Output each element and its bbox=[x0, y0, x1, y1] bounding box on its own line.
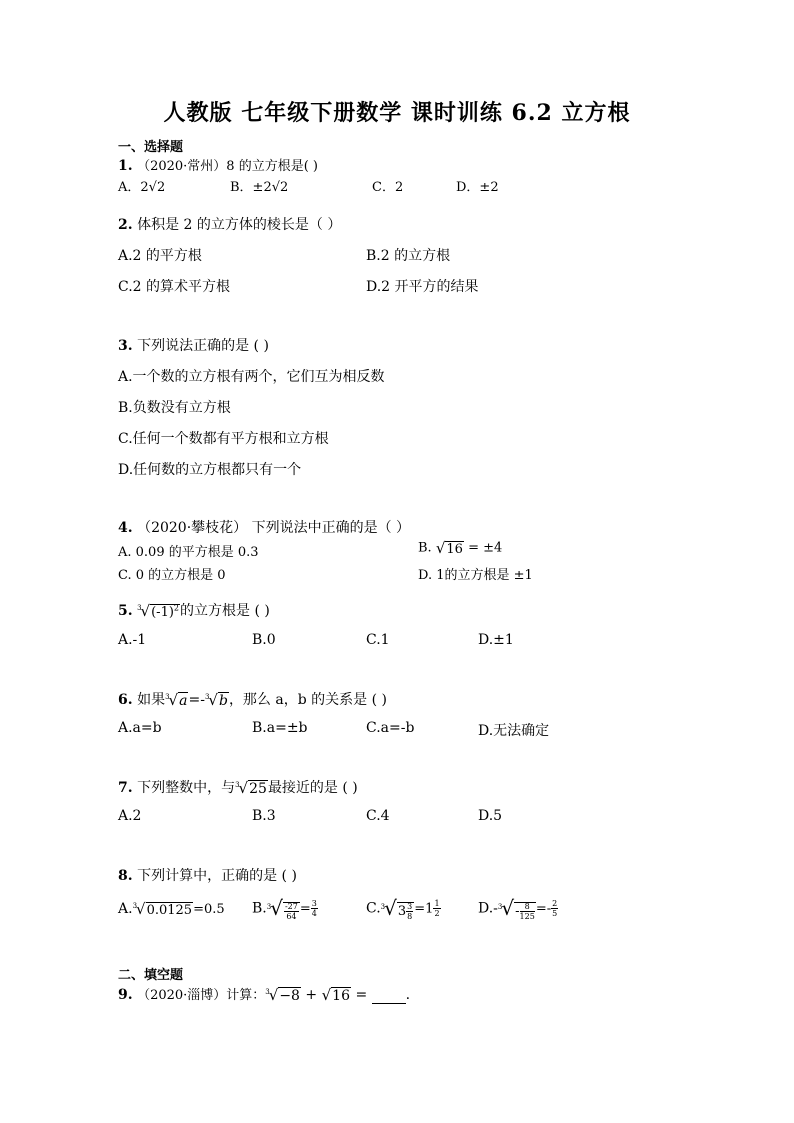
question-7 bbox=[118, 777, 358, 797]
question-1-stem: （2020·常州）8 的立方根是( ) bbox=[137, 159, 318, 174]
q6-option-c: C.a=-b bbox=[366, 720, 415, 736]
q7-option-d: D.5 bbox=[478, 808, 503, 824]
square-root-icon: √16 bbox=[435, 539, 463, 557]
q8-option-a-label: A. bbox=[118, 901, 133, 917]
q5-option-a: A.-1 bbox=[118, 632, 147, 648]
question-8-stem: 下列计算中，正确的是 ( ) bbox=[137, 868, 297, 884]
q8-b-result-fraction bbox=[311, 899, 318, 918]
q4-option-c: C. 0 的立方根是 0 bbox=[118, 568, 226, 583]
q2-option-d: D.2 开平方的结果 bbox=[366, 279, 479, 295]
question-2-number: 2. bbox=[118, 217, 133, 233]
q5-option-d: D.±1 bbox=[478, 632, 514, 648]
cube-root-icon: $^3$√−8 bbox=[265, 986, 300, 1004]
q8-b-denominator: 64 bbox=[286, 911, 297, 921]
q3-option-b: B.负数没有立方根 bbox=[118, 400, 231, 416]
q6-option-d: D.无法确定 bbox=[478, 723, 550, 739]
q8-c-result-denominator: 2 bbox=[434, 908, 440, 918]
question-7-number: 7. bbox=[118, 780, 133, 796]
question-9-number: 9. bbox=[118, 987, 133, 1003]
q8-d-numerator: 8 bbox=[520, 902, 535, 912]
root-index: 3 bbox=[204, 693, 210, 701]
cube-root-icon: $^3$√0.0125 bbox=[132, 900, 193, 918]
question-5 bbox=[118, 600, 270, 620]
root-index: 3 bbox=[165, 693, 170, 701]
q4-option-b-label: B. bbox=[418, 540, 432, 556]
question-3 bbox=[118, 335, 269, 355]
q9-equals: = bbox=[351, 987, 372, 1003]
question-9-stem-pre: （2020·淄博）计算： bbox=[137, 988, 266, 1003]
q9-period: . bbox=[405, 987, 411, 1003]
q9-plus: + bbox=[300, 987, 322, 1003]
root-index: 3 bbox=[380, 903, 386, 911]
q8-c-numerator: 3 bbox=[407, 901, 413, 911]
question-3-stem: 下列说法正确的是 ( ) bbox=[137, 338, 269, 354]
root-index: 3 bbox=[266, 903, 272, 911]
q6-radicand-a: a bbox=[179, 693, 188, 709]
question-4-stem: （2020·攀枝花） 下列说法中正确的是（ ） bbox=[137, 520, 411, 536]
q9-radicand-2: 16 bbox=[332, 988, 350, 1004]
question-8-number: 8. bbox=[118, 868, 133, 884]
q8-c-result-fraction bbox=[433, 899, 440, 918]
cube-root-icon: $^3$√ $\frac{-27}{64}$ bbox=[266, 896, 298, 921]
question-7-stem-rest: 最接近的是 ( ) bbox=[267, 780, 358, 796]
section-fill-heading: 二、填空题 bbox=[118, 968, 184, 983]
root-index: 3 bbox=[132, 902, 138, 910]
square-root-icon: √16 bbox=[321, 986, 350, 1004]
q7-option-c: C.4 bbox=[366, 808, 390, 824]
q5-radicand-exponent: 2 bbox=[173, 603, 180, 613]
q8-c-denominator: 8 bbox=[407, 911, 413, 921]
section-choice-heading: 一、选择题 bbox=[118, 140, 184, 155]
q8-option-b-label: B. bbox=[252, 900, 267, 917]
q7-option-b: B.3 bbox=[252, 808, 276, 824]
q7-radicand: 25 bbox=[249, 781, 267, 797]
question-6 bbox=[118, 689, 387, 709]
q8-a-result: =0.5 bbox=[193, 902, 225, 917]
q5-radicand bbox=[150, 604, 180, 620]
q1-option-d: D．±2 bbox=[456, 180, 499, 195]
q3-option-c: C.任何一个数都有平方根和立方根 bbox=[118, 431, 329, 447]
q4-option-b bbox=[418, 539, 502, 557]
q1-option-a: A．2√2 bbox=[118, 180, 166, 195]
cube-root-icon: $^3$√a bbox=[165, 691, 188, 709]
q3-option-a: A.一个数的立方根有两个，它们互为相反数 bbox=[118, 369, 385, 385]
question-1 bbox=[118, 155, 318, 174]
q6-radicand-b: b bbox=[218, 693, 228, 709]
q6-option-b: B.a=±b bbox=[252, 720, 308, 736]
q4-option-d: D. 1的立方根是 ±1 bbox=[418, 568, 533, 583]
q2-option-b: B.2 的立方根 bbox=[366, 248, 451, 264]
q8-d-equals: =- bbox=[535, 901, 552, 917]
q8-b-result-numerator: 3 bbox=[311, 898, 317, 908]
cube-root-icon: $^3$√3 $\frac{3}{8}$ bbox=[380, 896, 413, 921]
q8-c-fraction bbox=[406, 902, 413, 921]
cube-root-icon: $^3$√(‑1)$^2$ bbox=[137, 602, 180, 620]
q8-d-sign: - bbox=[515, 904, 520, 919]
q8-d-denominator: 125 bbox=[519, 911, 535, 921]
question-8 bbox=[118, 865, 297, 885]
q8-option-c bbox=[366, 896, 441, 921]
q2-option-c: C.2 的算术平方根 bbox=[118, 279, 231, 295]
root-index: 3 bbox=[235, 781, 240, 789]
question-9 bbox=[118, 984, 410, 1004]
q6-equals: =- bbox=[188, 692, 205, 708]
q8-d-result-denominator: 5 bbox=[552, 908, 558, 918]
question-1-number: 1. bbox=[118, 158, 133, 174]
q4-b-result: = ±4 bbox=[463, 540, 503, 556]
q8-option-c-label: C. bbox=[366, 900, 381, 917]
q1-option-c: C．2 bbox=[372, 180, 404, 195]
q9-radicand-1: −8 bbox=[279, 988, 300, 1004]
question-6-stem-pre: 如果 bbox=[137, 692, 166, 708]
q7-option-a: A.2 bbox=[118, 808, 142, 824]
page-title: 人教版 七年级下册数学 课时训练 6.2 立方根 bbox=[163, 100, 631, 126]
q6-option-a: A.a=b bbox=[118, 720, 162, 736]
q8-option-d bbox=[478, 896, 558, 921]
q4-b-radicand: 16 bbox=[446, 542, 463, 557]
question-6-stem-rest: ，那么 a，b 的关系是 ( ) bbox=[228, 692, 387, 708]
q3-option-d: D.任何数的立方根都只有一个 bbox=[118, 462, 302, 478]
q8-a-radicand: 0.0125 bbox=[146, 903, 193, 918]
q8-c-equals: =1 bbox=[414, 901, 434, 917]
question-6-number: 6. bbox=[118, 692, 133, 708]
q8-option-b bbox=[252, 896, 318, 921]
question-5-number: 5. bbox=[118, 603, 133, 619]
q8-option-d-label: D.- bbox=[478, 900, 498, 917]
question-4 bbox=[118, 517, 410, 537]
question-2 bbox=[118, 214, 341, 234]
cube-root-icon: $^3$√- $\frac{8}{125}$ bbox=[497, 896, 535, 921]
q8-b-equals: = bbox=[299, 901, 311, 917]
q5-option-c: C.1 bbox=[366, 632, 390, 648]
q8-d-result-numerator: 2 bbox=[552, 898, 558, 908]
question-2-stem: 体积是 2 的立方体的棱长是（ ） bbox=[137, 217, 342, 233]
root-index: 3 bbox=[497, 903, 503, 911]
q8-option-a bbox=[118, 900, 225, 918]
q5-radicand-base: (‑1) bbox=[151, 605, 174, 620]
q4-option-a: A. 0.09 的平方根是 0.3 bbox=[118, 545, 259, 560]
cube-root-icon: $^3$√b bbox=[204, 691, 228, 709]
root-index: 3 bbox=[265, 988, 270, 996]
cube-root-icon: $^3$√25 bbox=[235, 779, 267, 797]
q2-option-a: A.2 的平方根 bbox=[118, 248, 202, 264]
q8-c-whole: 3 bbox=[397, 904, 407, 919]
q8-d-fraction bbox=[520, 902, 535, 921]
q8-b-numerator: -27 bbox=[284, 901, 298, 911]
root-index: 3 bbox=[137, 604, 142, 612]
q8-b-fraction bbox=[284, 902, 299, 921]
q8-b-result-denominator: 4 bbox=[311, 908, 317, 918]
question-3-number: 3. bbox=[118, 338, 133, 354]
q8-c-result-numerator: 1 bbox=[434, 898, 440, 908]
question-5-stem: 的立方根是 ( ) bbox=[180, 603, 270, 619]
q1-option-b: B．±2√2 bbox=[230, 180, 289, 195]
question-7-stem-pre: 下列整数中，与 bbox=[137, 780, 236, 796]
q5-option-b: B.0 bbox=[252, 632, 276, 648]
answer-blank[interactable] bbox=[372, 989, 406, 1004]
question-4-number: 4. bbox=[118, 520, 133, 536]
q8-d-result-fraction bbox=[551, 899, 558, 918]
